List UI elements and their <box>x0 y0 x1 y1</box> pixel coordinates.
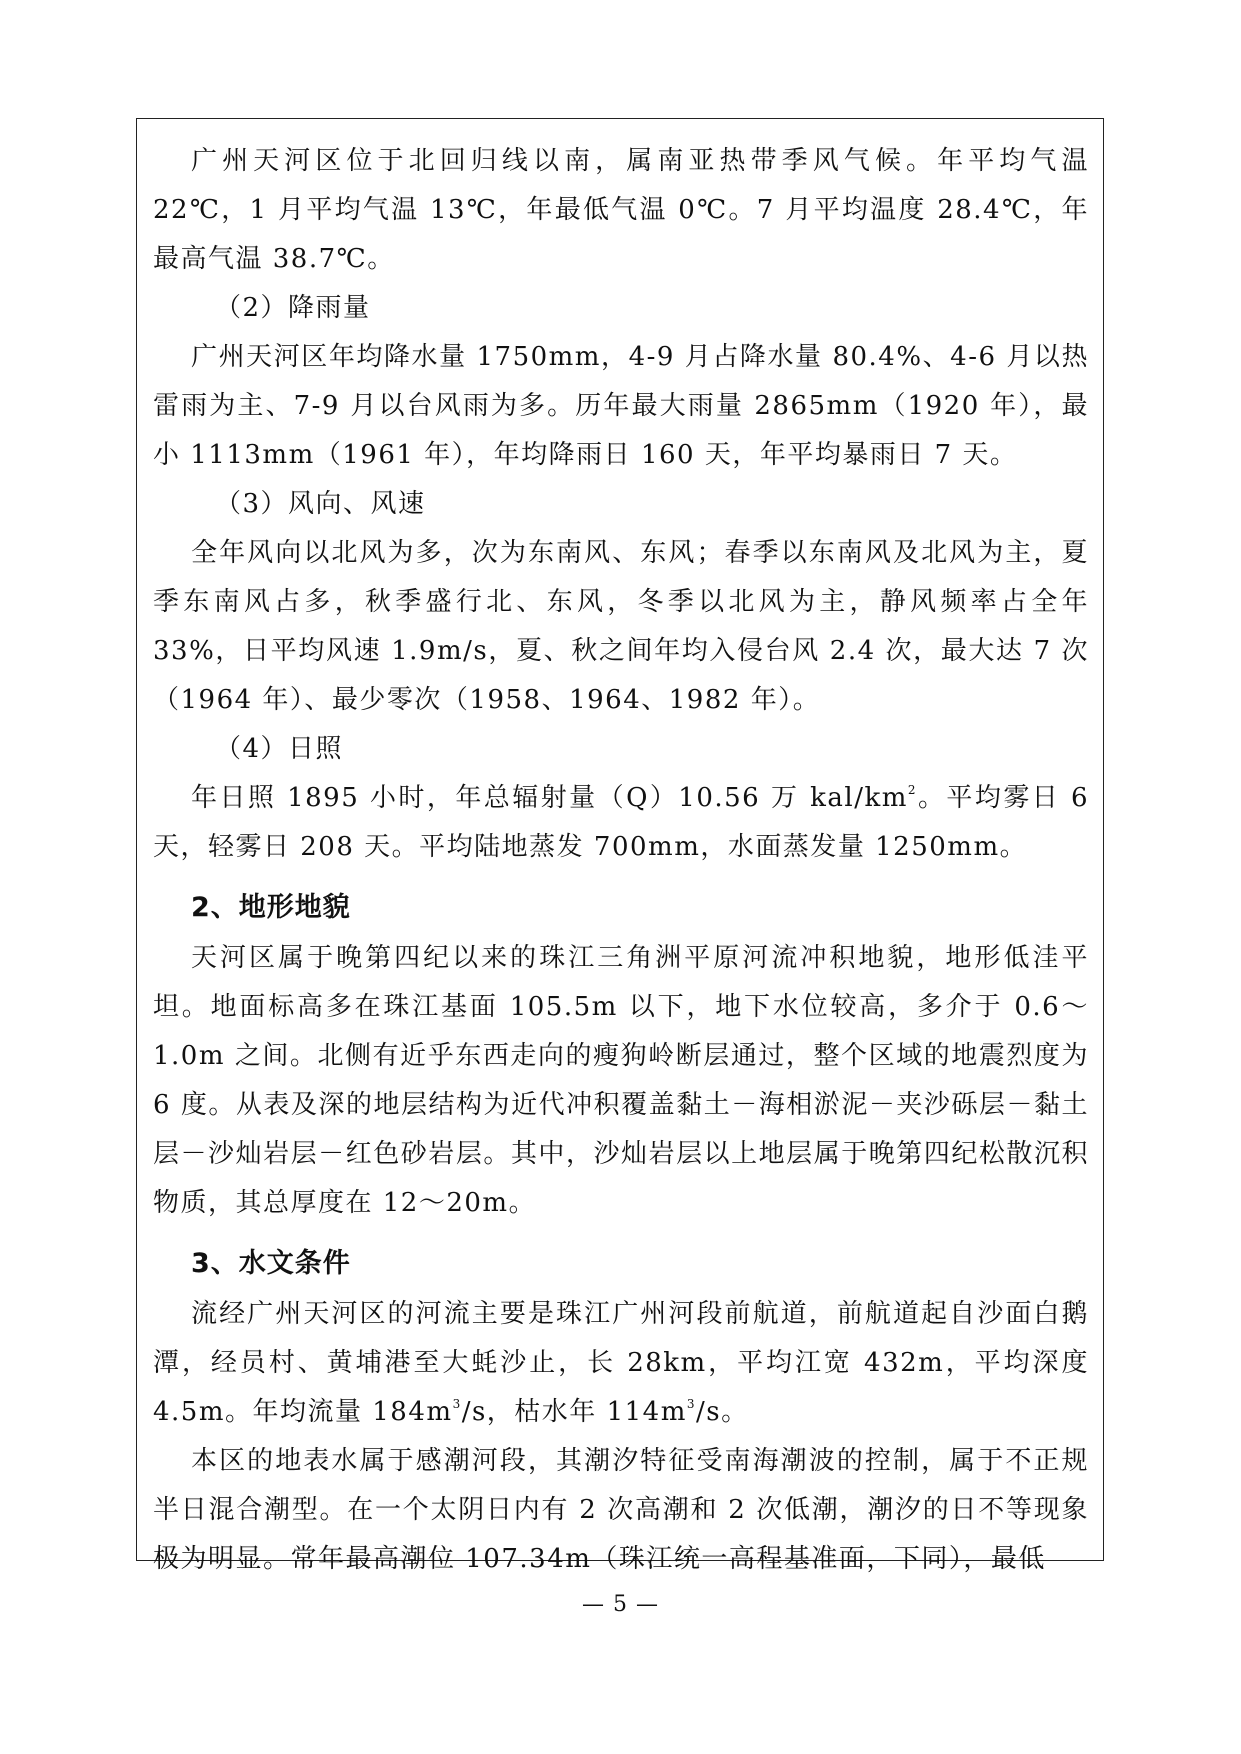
superscript-3-flow: 3 <box>452 1397 462 1411</box>
rainfall-paragraph: 广州天河区年均降水量 1750mm，4-9 月占降水量 80.4%、4-6 月以热雷雨为主、7-9 月以台风雨为多。历年最大雨量 2865mm（1920 年），最小 1113mm（1961 年），年均降雨日 160 天，年平均暴雨日 7 天。 <box>153 342 1089 470</box>
wind-subheading: （3）风向、风速 <box>215 489 426 519</box>
sunshine-paragraph <box>153 774 1089 872</box>
tide-paragraph: 本区的地表水属于感潮河段，其潮汐特征受南海潮波的控制，属于不正规半日混合潮型。在一个太阴日内有 2 次高潮和 2 次低潮，潮汐的日不等现象极为明显。常年最高潮位 107.34m（珠江统一高程基准面，下同），最低 <box>153 1446 1089 1574</box>
terrain-heading: 2、地形地貌 <box>191 892 351 923</box>
wind-paragraph: 全年风向以北风为多，次为东南风、东风；春季以东南风及北风为主，夏季东南风占多，秋季盛行北、东风，冬季以北风为主，静风频率占全年 33%，日平均风速 1.9m/s，夏、秋之间年均入侵台风 2.4 次，最大达 7 次（1964 年）、最少零次（1958、1964、1982 年）。 <box>153 538 1089 715</box>
superscript-3-dry-flow: 3 <box>686 1397 696 1411</box>
river-text-part-3: /s。 <box>696 1397 749 1427</box>
superscript-2: 2 <box>907 783 917 797</box>
sunshine-text-part-1: 年日照 1895 小时，年总辐射量（Q）10.56 万 kal/km <box>191 783 908 813</box>
river-text-part-1: 流经广州天河区的河流主要是珠江广州河段前航道，前航道起自沙面白鹅潭，经员村、黄埔港至大蚝沙止，长 28km，平均江宽 432m，平均深度 4.5m。年均流量 184m <box>153 1299 1089 1427</box>
climate-temperature-paragraph: 广州天河区位于北回归线以南，属南亚热带季风气候。年平均气温 22℃，1 月平均气温 13℃，年最低气温 0℃。7 月平均温度 28.4℃，年最高气温 38.7℃。 <box>153 146 1089 274</box>
content-frame <box>136 118 1104 1574</box>
sunshine-subheading: （4）日照 <box>215 734 344 764</box>
river-text-part-2: /s，枯水年 114m <box>461 1397 687 1427</box>
river-paragraph <box>153 1290 1089 1437</box>
document-body <box>153 137 1089 1584</box>
hydrology-heading: 3、水文条件 <box>191 1248 351 1279</box>
terrain-paragraph: 天河区属于晚第四纪以来的珠江三角洲平原河流冲积地貌，地形低洼平坦。地面标高多在珠江基面 105.5m 以下，地下水位较高，多介于 0.6～1.0m 之间。北侧有近乎东西走向的瘦狗岭断层通过，整个区域的地震烈度为 6 度。从表及深的地层结构为近代冲积覆盖黏土－海相淤泥－夹沙砾层－黏土层－沙灿岩层－红色砂岩层。其中，沙灿岩层以上地层属于晚第四纪松散沉积物质，其总厚度在 12～20m。 <box>153 943 1089 1218</box>
page-number: — 5 — <box>582 1592 659 1617</box>
rainfall-subheading: （2）降雨量 <box>215 293 371 323</box>
sunshine-text-part-2: 。平均雾日 6 天，轻雾日 208 天。平均陆地蒸发 700mm，水面蒸发量 1250mm。 <box>153 783 1089 862</box>
